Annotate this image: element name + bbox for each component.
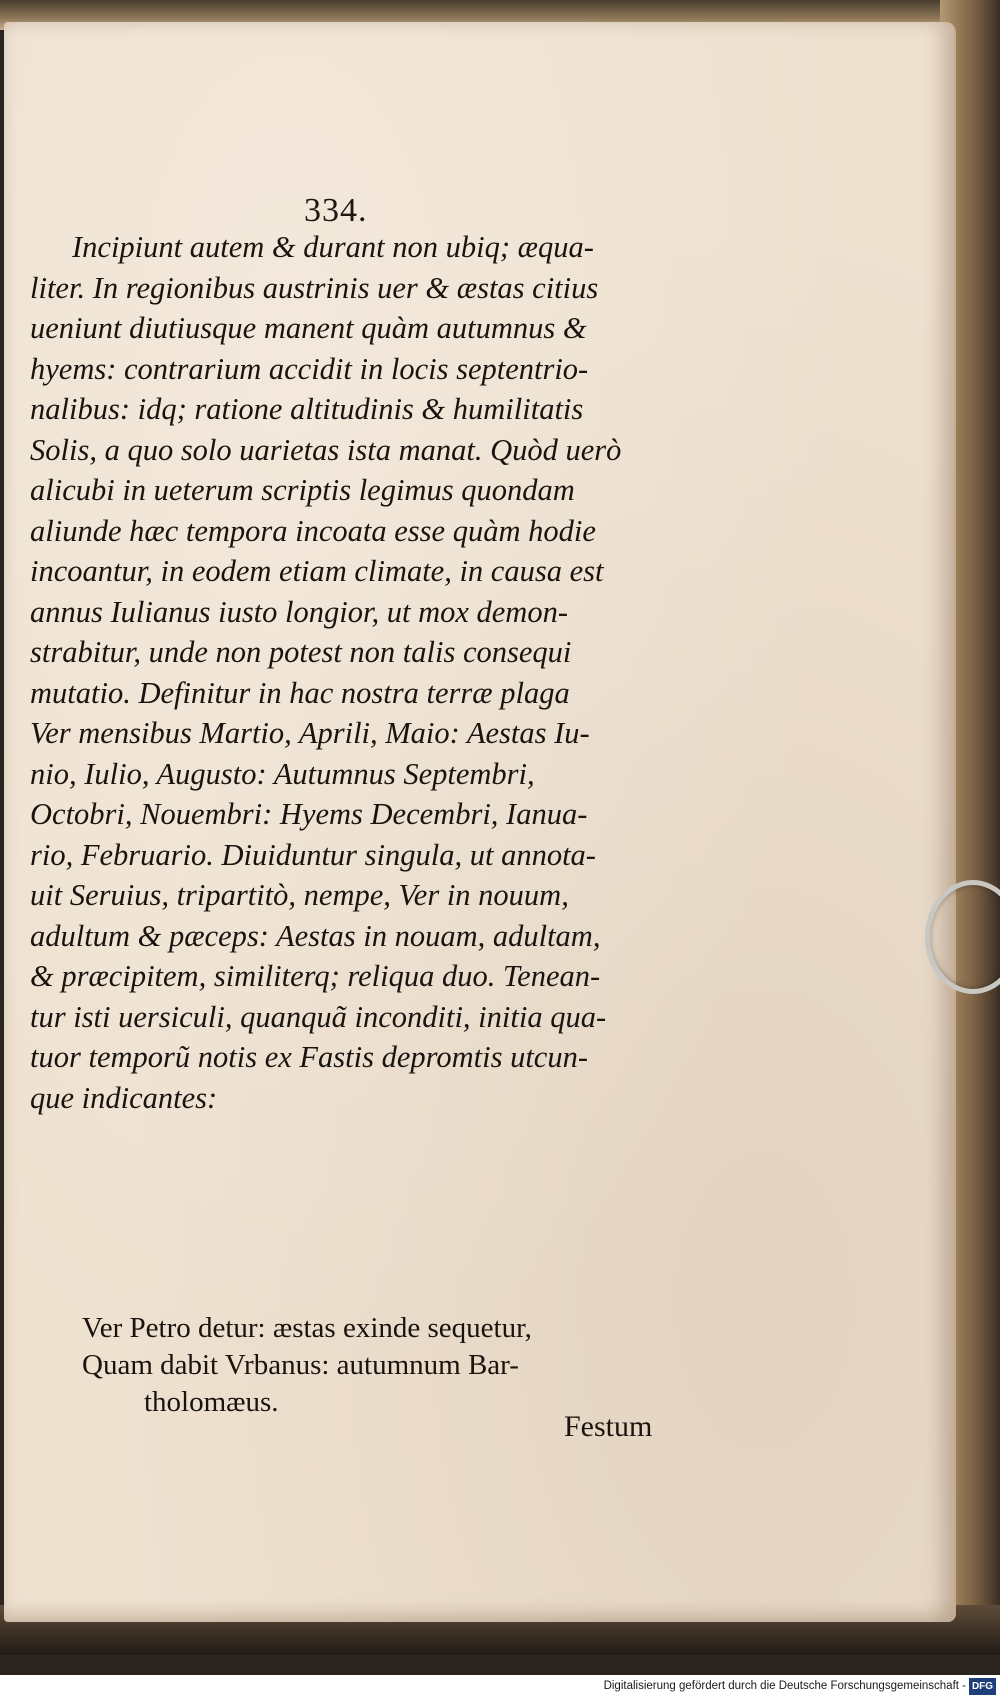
text-line: tur isti uersiculi, quanquã inconditi, initia qua-: [30, 999, 607, 1034]
text-line: alicubi in ueterum scriptis legimus quondam: [30, 473, 575, 507]
text-line: adultum & pæceps: Aestas in nouam, adultam,: [30, 918, 601, 953]
verse-block: [82, 1310, 702, 1421]
text-line: incoantur, in eodem etiam climate, in causa est: [30, 554, 604, 588]
text-line: uit Seruius, tripartitò, nempe, Ver in nouum,: [30, 878, 569, 912]
verse-line: Ver Petro detur: æstas exinde sequetur,: [82, 1312, 532, 1344]
verse-line: Quam dabit Vrbanus: autumnum Bar-: [82, 1349, 519, 1381]
footer-credit: Digitalisierung gefördert durch die Deutsche Forschungsgemeinschaft -: [603, 1680, 966, 1692]
text-line: mutatio. Definitur in hac nostra terræ plaga: [30, 675, 570, 710]
book-page: [4, 22, 956, 1622]
text-line: rio, Februario. Diuiduntur singula, ut annota-: [30, 837, 596, 872]
dfg-logo-icon: DFG: [969, 1678, 996, 1695]
catchword: Festum: [564, 1410, 653, 1443]
text-line: ueniunt diutiusque manent quàm autumnus &: [30, 311, 587, 345]
text-line: Solis, a quo solo uarietas ista manat. Quòd uerò: [30, 432, 622, 467]
body-text: [30, 227, 690, 1118]
text-line: liter. In regionibus austrinis uer & æstas citius: [30, 270, 599, 305]
text-line: aliunde hæc tempora incoata esse quàm hodie: [30, 513, 596, 548]
text-line: annus Iulianus iusto longior, ut mox demon-: [30, 594, 568, 629]
text-line: Ver mensibus Martio, Aprili, Maio: Aestas Iu-: [30, 716, 590, 750]
digitization-footer: [0, 1675, 1000, 1701]
page-number: 334.: [304, 192, 368, 229]
text-line: Incipiunt autem & durant non ubiq; æqua-: [72, 230, 594, 264]
text-line: nio, Iulio, Augusto: Autumnus Septembri,: [30, 756, 535, 791]
text-line: strabitur, unde non potest non talis consequi: [30, 635, 572, 669]
text-line: tuor temporũ notis ex Fastis depromtis utcun-: [30, 1040, 588, 1074]
text-line: que indicantes:: [30, 1080, 218, 1115]
text-line: Octobri, Nouembri: Hyems Decembri, Ianua-: [30, 797, 588, 831]
text-line: nalibus: idq; ratione altitudinis & humilitatis: [30, 392, 584, 426]
verse-line: tholomæus.: [144, 1386, 279, 1418]
text-line: hyems: contrarium accidit in locis septentrio-: [30, 351, 589, 386]
text-line: & præcipitem, similiterq; reliqua duo. Tenean-: [30, 959, 601, 993]
